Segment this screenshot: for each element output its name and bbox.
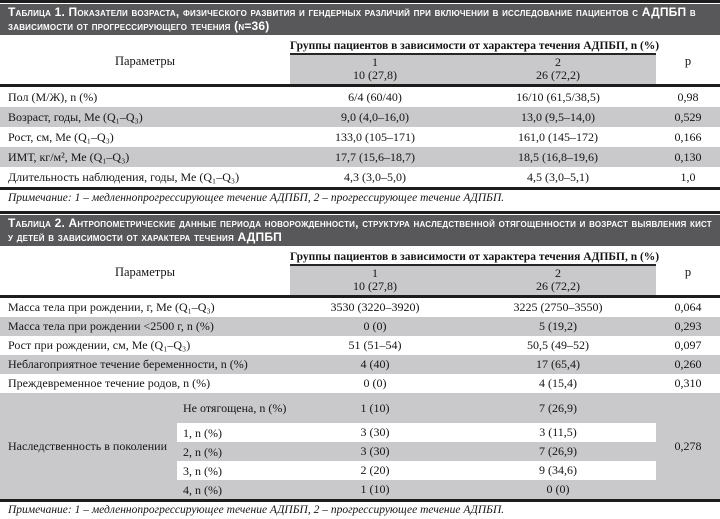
table1-group2-header	[460, 56, 656, 82]
row-group2-value: 50,5 (49–52)	[527, 338, 589, 352]
row-parameter: Рост, см, Ме (Q₁–Q₃)	[8, 129, 114, 144]
table1-group1-header	[290, 56, 460, 82]
table1-title: Таблица 1. Показатели возраста, физического развития и гендерных различий при включении в исследование пациентов с АДПБП в зависимости от прогрессирующего течения (n=36)	[0, 4, 720, 35]
table2-p-header: р	[684, 265, 692, 279]
row-group2-value: 16/10 (61,5/38,5)	[516, 89, 600, 104]
table1-p-header: р	[684, 54, 692, 68]
table-row	[0, 167, 720, 187]
heredity-group	[0, 393, 720, 499]
row-group2-value: 18,5 (16,8–19,6)	[518, 149, 598, 164]
row-parameter: Масса тела при рождении <2500 г, n (%)	[8, 319, 214, 333]
table2-group2-count: 26 (72,2)	[536, 279, 580, 293]
table2-group1-header	[290, 267, 460, 293]
heredity-group1-value: 1 (10)	[290, 393, 460, 423]
row-parameter: Неблагоприятное течение беременности, n (%)	[8, 357, 248, 371]
heredity-group2-value: 7 (26,9)	[460, 393, 656, 423]
row-p-value: 0,293	[674, 319, 702, 333]
table1-groups-header: Группы пациентов в зависимости от характера течения АДПБП, n (%)	[290, 40, 660, 52]
row-group1-value: 133,0 (105–171)	[335, 129, 415, 144]
row-group1-value: 51 (51–54)	[348, 338, 402, 352]
row-group2-value: 13,0 (9,5–14,0)	[521, 109, 595, 124]
row-group2-value: 4 (15,4)	[539, 376, 577, 390]
heredity-label: Наследственность в поколении	[0, 393, 177, 499]
table2-section	[0, 211, 720, 519]
row-group2-value: 3225 (2750–3550)	[513, 300, 603, 314]
row-group1-value: 0 (0)	[363, 376, 387, 390]
row-parameter: ИМТ, кг/м², Ме (Q₁–Q₃)	[8, 149, 130, 164]
row-group1-value: 6/4 (60/40)	[348, 89, 402, 104]
heredity-p-value: 0,278	[656, 393, 720, 499]
heredity-group1-value: 3 (30)	[360, 425, 390, 439]
table1-section	[0, 0, 720, 207]
row-group1-value: 0 (0)	[363, 319, 387, 333]
heredity-group2-value: 3 (11,5)	[539, 425, 577, 439]
table2-groups-header: Группы пациентов в зависимости от характера течения АДПБП, n (%)	[290, 251, 660, 263]
heredity-group2-value: 0 (0)	[460, 480, 656, 499]
table2-group1-count: 10 (27,8)	[353, 279, 397, 293]
heredity-group2-value: 9 (34,6)	[539, 463, 577, 477]
table-row	[0, 374, 720, 393]
heredity-subrow-parameter: 1, n (%)	[183, 425, 222, 440]
row-p-value: 0,260	[674, 357, 702, 371]
row-group1-value: 17,7 (15,6–18,7)	[335, 149, 415, 164]
table2-parameters-header: Параметры	[114, 265, 176, 279]
table2-groups-subheader	[290, 264, 656, 295]
row-p-value: 0,98	[677, 89, 699, 104]
table1-top-rule	[0, 0, 720, 3]
row-group1-value: 4 (40)	[360, 357, 390, 371]
row-group1-value: 3530 (3220–3920)	[330, 300, 420, 314]
row-group2-value: 4,5 (3,0–5,1)	[527, 169, 589, 184]
row-p-value: 0,097	[674, 338, 702, 352]
table2-top-rule	[0, 211, 720, 214]
row-parameter: Рост при рождении, см, Ме (Q₁–Q₃)	[8, 338, 191, 352]
table-row	[0, 317, 720, 336]
table1-groups-subheader	[290, 53, 656, 84]
table-row	[0, 147, 720, 167]
table-row	[0, 127, 720, 147]
row-p-value: 0,130	[674, 149, 702, 164]
table2-group2-header	[460, 267, 656, 293]
row-group2-value: 161,0 (145–172)	[518, 129, 598, 144]
heredity-subrow-parameter: Не отягощена, n (%)	[177, 393, 290, 423]
row-parameter: Преждевременное течение родов, n (%)	[8, 376, 211, 390]
heredity-group1-value: 1 (10)	[290, 480, 460, 499]
row-p-value: 0,166	[674, 129, 702, 144]
row-p-value: 0,064	[674, 300, 702, 314]
row-group1-value: 4,3 (3,0–5,0)	[344, 169, 406, 184]
row-group2-value: 17 (65,4)	[536, 357, 580, 371]
table-row	[0, 355, 720, 374]
table2-group1-number: 1	[372, 266, 378, 280]
heredity-group1-value: 3 (30)	[290, 442, 460, 461]
row-parameter: Пол (М/Ж), n (%)	[8, 89, 98, 104]
row-parameter: Масса тела при рождении, г, Ме (Q₁–Q₃)	[8, 300, 215, 314]
table2-group2-number: 2	[555, 266, 561, 280]
row-parameter: Длительность наблюдения, годы, Ме (Q₁–Q₃)	[8, 169, 240, 184]
heredity-group2-value: 7 (26,9)	[460, 442, 656, 461]
table-row	[0, 107, 720, 127]
table-row	[0, 336, 720, 355]
row-parameter: Возраст, годы, Ме (Q₁–Q₃)	[8, 109, 143, 124]
table1-group1-number: 1	[372, 55, 378, 69]
heredity-subrow-parameter: 4, n (%)	[177, 480, 290, 499]
table1-groups-block	[290, 39, 660, 84]
heredity-subrow-parameter: 2, n (%)	[177, 442, 290, 461]
table-row	[0, 87, 720, 107]
table1-group2-number: 2	[555, 55, 561, 69]
table1-group2-count: 26 (72,2)	[536, 68, 580, 82]
table2-groups-block	[290, 250, 660, 295]
table1-group1-count: 10 (27,8)	[353, 68, 397, 82]
table1-footnote: Примечание: 1 – медленнопрогрессирующее течение АДПБП, 2 – прогрессирующее течение АДПБП.	[8, 192, 505, 204]
row-group1-value: 9,0 (4,0–16,0)	[341, 109, 409, 124]
table2-header	[0, 250, 720, 295]
table1-header	[0, 39, 720, 84]
table-row	[0, 298, 720, 317]
heredity-group1-value: 2 (20)	[360, 463, 390, 477]
row-p-value: 0,529	[674, 109, 702, 124]
table2-footnote: Примечание: 1 – медленнопрогрессирующее течение АДПБП, 2 – прогрессирующее течение АДПБП.	[8, 504, 505, 516]
row-p-value: 1,0	[680, 169, 696, 184]
table1-parameters-header: Параметры	[114, 54, 176, 68]
table2-title: Таблица 2. Антропометрические данные периода новорожденности, структура наследственной отягощенности и возраст выявления кист у детей в зависимости от характера течения АДПБП	[0, 215, 720, 246]
heredity-subrow-parameter: 3, n (%)	[183, 463, 222, 478]
row-p-value: 0,310	[674, 376, 702, 390]
row-group2-value: 5 (19,2)	[539, 319, 577, 333]
